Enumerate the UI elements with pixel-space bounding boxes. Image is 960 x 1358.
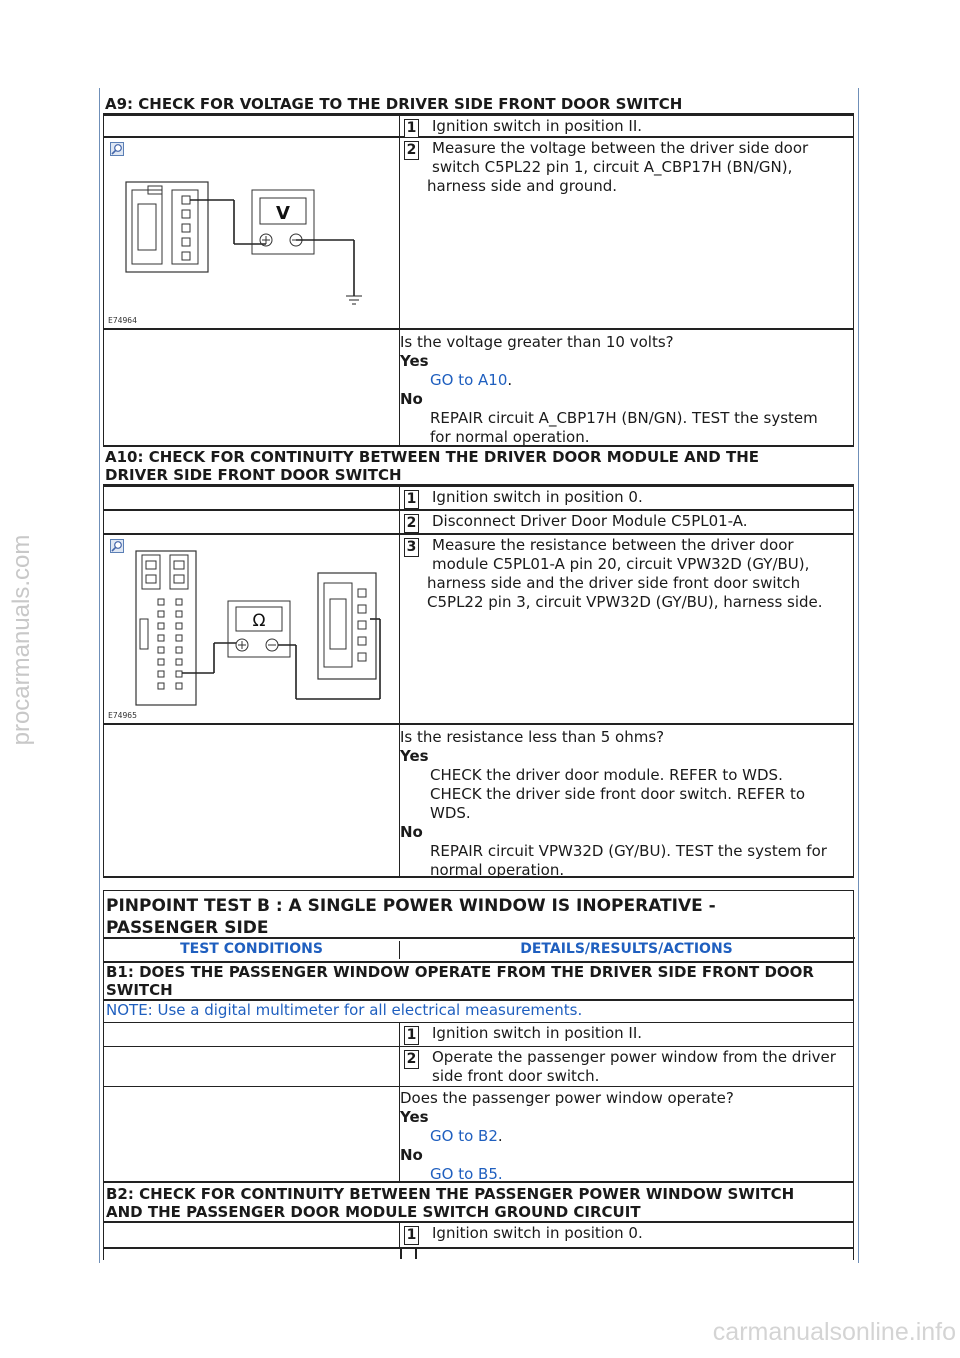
no-label: No	[400, 823, 423, 841]
a9-step2: Measure the voltage between the driver side door switch C5PL22 pin 1, circuit A_CBP17H (BN/GN), harness side and ground.	[427, 139, 809, 195]
b1-title: B1: DOES THE PASSENGER WINDOW OPERATE FROM THE DRIVER SIDE FRONT DOOR SWITCH	[104, 963, 853, 1001]
a9-step1: Ignition switch in position II.	[432, 117, 643, 135]
yes-label: Yes	[400, 1108, 429, 1126]
figure-id: E74965	[108, 711, 137, 720]
margin-line-right	[858, 88, 859, 1263]
yes-label: Yes	[400, 747, 429, 765]
step-number: 2	[404, 1050, 419, 1069]
step-number: 3	[404, 538, 419, 557]
step-number: 2	[404, 514, 419, 533]
a10-yes-action: CHECK the driver door module. REFER to WDS. CHECK the driver side front door switch. REFER to WDS.	[430, 766, 806, 822]
a9-step2-row	[103, 137, 854, 329]
column-header-row	[104, 939, 853, 963]
b1-note: NOTE: Use a digital multimeter for all electrical measurements.	[104, 1001, 853, 1023]
b1-step1: Ignition switch in position II.	[432, 1024, 643, 1042]
step-number: 1	[404, 1026, 419, 1045]
step-number: 1	[404, 119, 419, 138]
section-a10	[103, 448, 854, 878]
a9-go-a10-link[interactable]: GO to A10	[430, 371, 508, 389]
voltage-measurement-diagram	[124, 176, 374, 316]
b2-step1: Ignition switch in position 0.	[432, 1224, 643, 1242]
step-number: 2	[404, 141, 419, 160]
a9-no-action: REPAIR circuit A_CBP17H (BN/GN). TEST the system for normal operation.	[430, 409, 818, 446]
a10-step1: Ignition switch in position 0.	[432, 488, 643, 506]
a10-step3: Measure the resistance between the driver door module C5PL01-A pin 20, circuit VPW32D (GY/BU), harness side and the driver side front door switch C5PL22 pin 3, circuit VPW32D (GY/BU), harness side.	[427, 536, 823, 611]
a10-figure	[104, 535, 400, 723]
watermark-left: procarmanuals.com	[8, 534, 35, 746]
a9-title: A9: CHECK FOR VOLTAGE TO THE DRIVER SIDE FRONT DOOR SWITCH	[103, 95, 854, 115]
b1-go-b5-link[interactable]: GO to B5.	[430, 1165, 503, 1183]
a10-title: A10: CHECK FOR CONTINUITY BETWEEN THE DRIVER DOOR MODULE AND THE DRIVER SIDE FRONT DOOR SWITCH	[103, 448, 854, 486]
a9-figure	[104, 138, 400, 328]
b2-title: B2: CHECK FOR CONTINUITY BETWEEN THE PASSENGER POWER WINDOW SWITCH AND THE PASSENGER DOOR MODULE SWITCH GROUND CIRCUIT	[104, 1185, 853, 1223]
b1-step2-row	[104, 1047, 853, 1087]
step-number: 1	[404, 1226, 419, 1245]
b1-result-row: Does the passenger power window operate? Yes GO to B2. No GO to B5.	[104, 1087, 853, 1183]
b1-step1-row	[104, 1023, 853, 1047]
meter-label: V	[276, 203, 290, 224]
step-number: 1	[404, 490, 419, 509]
a10-no-action: REPAIR circuit VPW32D (GY/BU). TEST the system for normal operation.	[430, 842, 827, 879]
magnify-icon[interactable]	[110, 539, 124, 553]
a10-question: Is the resistance less than 5 ohms?	[400, 728, 665, 746]
resistance-measurement-diagram	[134, 549, 384, 709]
b2-step1-row	[104, 1223, 853, 1249]
col-details-results-actions: DETAILS/RESULTS/ACTIONS	[520, 941, 733, 957]
a10-step2: Disconnect Driver Door Module C5PL01-A.	[432, 512, 748, 530]
pinpoint-test-b	[103, 890, 854, 1260]
a9-step1-row	[103, 115, 854, 137]
a10-step1-row	[103, 486, 854, 510]
a10-step3-row	[103, 534, 854, 724]
yes-label: Yes	[400, 352, 429, 370]
b1-question: Does the passenger power window operate?	[400, 1089, 734, 1107]
a9-question: Is the voltage greater than 10 volts?	[400, 333, 674, 351]
margin-line-left	[99, 88, 100, 1263]
no-label: No	[400, 1146, 423, 1164]
a10-result-row	[103, 724, 854, 878]
magnify-icon[interactable]	[110, 142, 124, 156]
b2-next-row-edge	[400, 1249, 417, 1259]
pinpoint-test-b-title: PINPOINT TEST B : A SINGLE POWER WINDOW IS INOPERATIVE - PASSENGER SIDE	[104, 895, 855, 939]
watermark-bottom: carmanualsonline.info	[712, 1318, 956, 1346]
figure-id: E74964	[108, 316, 137, 325]
section-a9	[103, 95, 854, 445]
b1-step2: Operate the passenger power window from the driver side front door switch.	[432, 1048, 836, 1085]
col-test-conditions: TEST CONDITIONS	[104, 941, 400, 959]
a9-result-row: Is the voltage greater than 10 volts? Yes GO to A10. No REPAIR circuit A_CBP17H (BN/GN). TEST the system for normal operation.	[103, 329, 854, 447]
no-label: No	[400, 390, 423, 408]
a10-step2-row	[103, 510, 854, 534]
b1-go-b2-link[interactable]: GO to B2	[430, 1127, 498, 1145]
meter-label: Ω	[252, 611, 266, 631]
